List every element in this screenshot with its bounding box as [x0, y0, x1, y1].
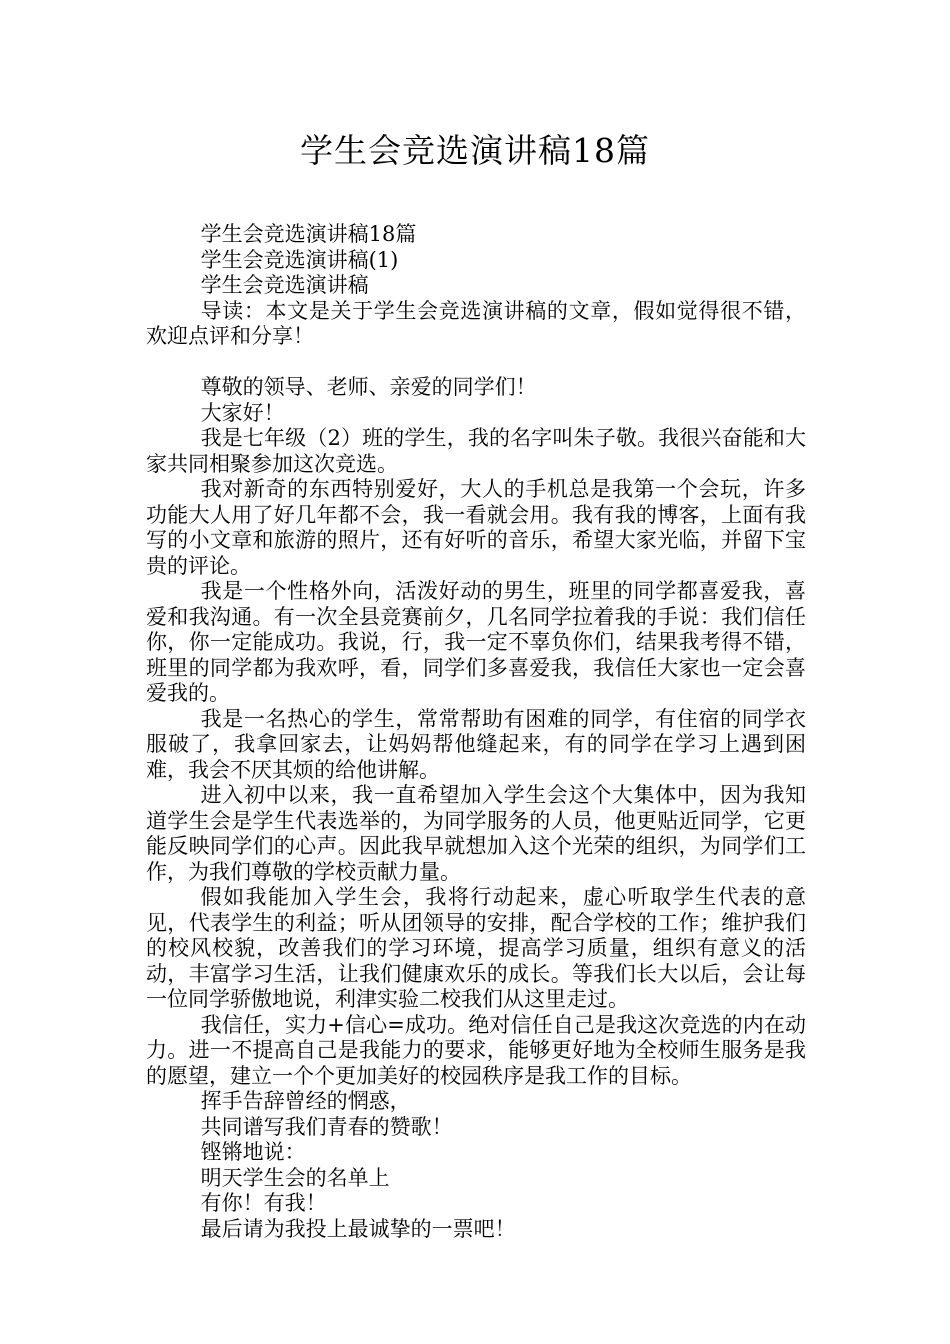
blank-line [146, 350, 806, 376]
body-paragraph: 我对新奇的东西特别爱好，大人的手机总是我第一个会玩，许多功能大人用了好几年都不会，我一看就会用。我有我的博客，上面有我写的小文章和旅游的照片，还有好听的音乐，希望大家光临，并留下宝贵的评论。 [146, 477, 806, 578]
body-paragraph: 我信任，实力+信心=成功。绝对信任自己是我这次竞选的内在动力。进一不提高自己是我能力的要求，能够更好地为全校师生服务是我的愿望，建立一个个更加美好的校园秩序是我工作的目标。 [146, 1012, 806, 1088]
document-body [146, 222, 806, 1242]
body-paragraph: 铿锵地说： [200, 1140, 306, 1164]
body-paragraph: 进入初中以来，我一直希望加入学生会这个大集体中，因为我知道学生会是学生代表选举的，为同学服务的人员，他更贴近同学，它更能反映同学们的心声。因此我早就想加入这个光荣的组织，为同学们工作，为我们尊敬的学校贡献力量。 [146, 783, 806, 884]
body-paragraph: 假如我能加入学生会，我将行动起来，虚心听取学生代表的意见，代表学生的利益；听从团领导的安排，配合学校的工作；维护我们的校风校貌，改善我们的学习环境，提高学习质量，组织有意义的活动，丰富学习生活，让我们健康欢乐的成长。等我们长大以后，会让每一位同学骄傲地说，利津实验二校我们从这里走过。 [146, 885, 806, 1011]
body-paragraph: 我是一名热心的学生，常常帮助有困难的同学，有住宿的同学衣服破了，我拿回家去，让妈妈帮他缝起来，有的同学在学习上遇到困难，我会不厌其烦的给他讲解。 [146, 706, 806, 782]
body-paragraph: 明天学生会的名单上 [200, 1165, 390, 1190]
body-paragraph: 学生会竞选演讲稿 [200, 273, 369, 297]
body-paragraph: 最后请为我投上最诚挚的一票吧！ [200, 1216, 516, 1241]
body-paragraph: 大家好！ [200, 400, 285, 425]
body-paragraph: 我是一个性格外向，活泼好动的男生，班里的同学都喜爱我，喜爱和我沟通。有一次全县竞赛前夕，几名同学拉着我的手说：我们信任你，你一定能成功。我说，行，我一定不辜负你们，结果我考得不错，班里的同学都为我欢呼，看，同学们多喜爱我，我信任大家也一定会喜爱我的。 [146, 579, 806, 705]
body-paragraph: 我是七年级（2）班的学生，我的名字叫朱子敬。我很兴奋能和大家共同相聚参加这次竞选。 [146, 426, 806, 476]
body-paragraph: 共同谱写我们青春的赞歌！ [200, 1114, 453, 1139]
body-paragraph: 导读：本文是关于学生会竞选演讲稿的文章，假如觉得很不错，欢迎点评和分享！ [146, 298, 806, 348]
document-title: 学生会竞选演讲稿18篇 [300, 131, 650, 170]
body-paragraph: 学生会竞选演讲稿18篇 [200, 222, 417, 246]
body-paragraph: 有你！有我！ [200, 1191, 327, 1215]
body-paragraph: 挥手告辞曾经的惘惑， [200, 1089, 411, 1113]
body-paragraph: 学生会竞选演讲稿(1) [200, 247, 399, 272]
body-paragraph: 尊敬的领导、老师、亲爱的同学们！ [200, 375, 537, 399]
